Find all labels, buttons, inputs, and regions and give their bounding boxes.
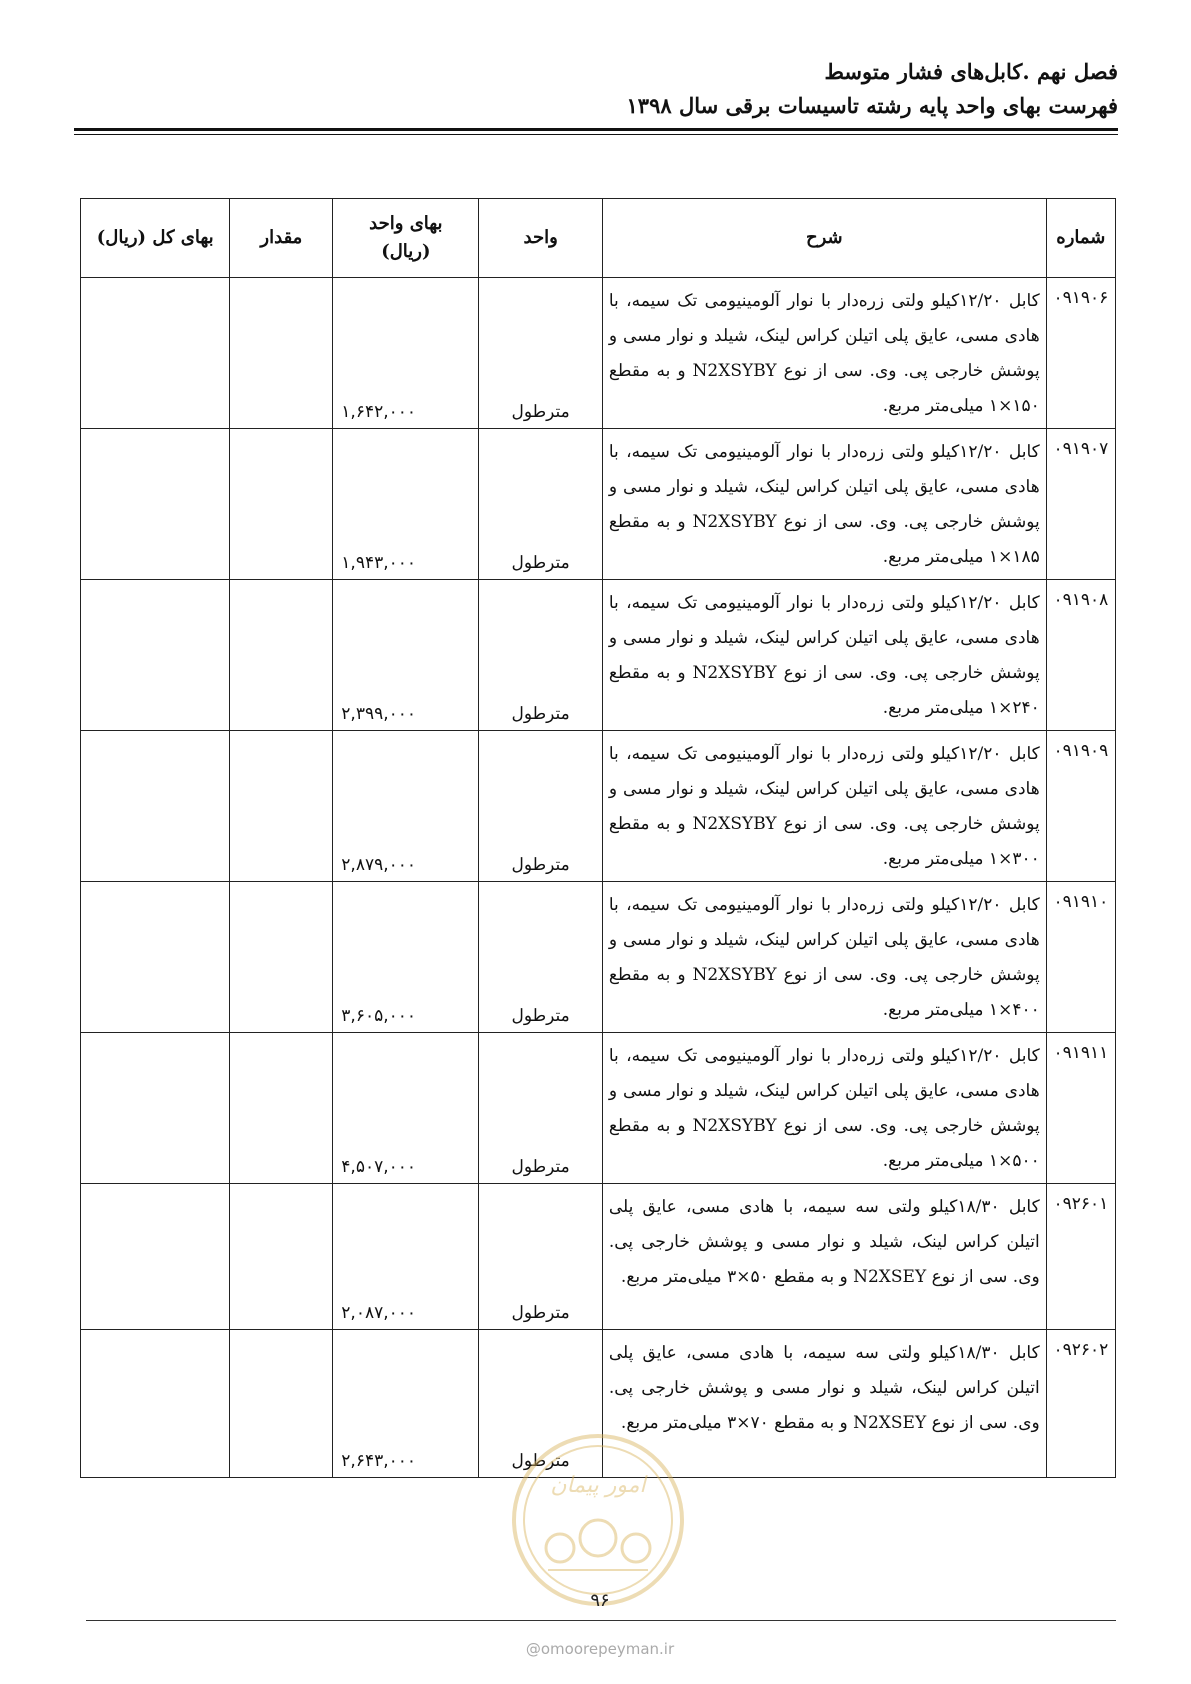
row-unit: مترطول [479,429,602,580]
col-header-quantity: مقدار [230,199,333,278]
col-header-total: بهای کل (ریال) [81,199,230,278]
row-total [81,429,230,580]
col-header-unit: واحد [479,199,602,278]
row-quantity [230,1184,333,1330]
row-total [81,278,230,429]
row-code: ۰۹۱۹۱۰ [1046,882,1115,1033]
header-rule-thin [74,134,1118,135]
col-header-code: شماره [1046,199,1115,278]
row-description: کابل ۱۲/۲۰کیلو ولتی زره‌دار با نوار آلومینیومی تک سیمه، با هادی مسی، عایق پلی اتیلن کراس لینک، شیلد و نوار مسی و پوشش خارجی پی. وی. سی از نوع N2XSYBY و به مقطع ۱۵۰×۱ میلی‌متر مربع. [602,278,1046,429]
row-total [81,731,230,882]
row-unit-price: ۲,۶۴۳,۰۰۰ [333,1330,479,1478]
row-unit: مترطول [479,1033,602,1184]
row-unit-price: ۴,۵۰۷,۰۰۰ [333,1033,479,1184]
row-code: ۰۹۲۶۰۱ [1046,1184,1115,1330]
row-quantity [230,882,333,1033]
footer-rule [86,1620,1116,1621]
document-subtitle: فهرست بهای واحد پایه رشته تاسیسات برقی سال ۱۳۹۸ [626,93,1118,118]
col-header-unit-price-label: بهای واحد [369,213,443,234]
header-rule-thick [74,128,1118,131]
table-row [81,580,1116,731]
row-quantity [230,429,333,580]
row-total [81,882,230,1033]
row-code: ۰۹۱۹۰۷ [1046,429,1115,580]
row-unit-price: ۲,۸۷۹,۰۰۰ [333,731,479,882]
col-header-unit-price [333,199,479,278]
row-code: ۰۹۱۹۰۶ [1046,278,1115,429]
row-unit: مترطول [479,882,602,1033]
table-row [81,1184,1116,1330]
row-quantity [230,731,333,882]
row-unit: مترطول [479,1184,602,1330]
row-quantity [230,1330,333,1478]
table-row [81,278,1116,429]
table-header-row [81,199,1116,278]
price-list-table [80,198,1116,1478]
row-unit: مترطول [479,278,602,429]
row-total [81,580,230,731]
row-unit-price: ۲,۰۸۷,۰۰۰ [333,1184,479,1330]
row-total [81,1033,230,1184]
chapter-title: فصل نهم .کابل‌های فشار متوسط [824,59,1118,84]
row-total [81,1184,230,1330]
row-unit-price: ۳,۶۰۵,۰۰۰ [333,882,479,1033]
row-code: ۰۹۱۹۰۹ [1046,731,1115,882]
row-unit: مترطول [479,1330,602,1478]
row-code: ۰۹۲۶۰۲ [1046,1330,1115,1478]
page-header [74,55,1118,123]
watermark-seal-icon [508,1430,688,1610]
website-watermark: @omoorepeyman.ir [525,1640,675,1658]
row-quantity [230,1033,333,1184]
table-row [81,882,1116,1033]
col-header-unit-price-currency: (ریال) [381,241,431,262]
table-row [81,1033,1116,1184]
row-description: کابل ۱۸/۳۰کیلو ولتی سه سیمه، با هادی مسی، عایق پلی اتیلن کراس لینک، شیلد و نوار مسی و پوشش خارجی پی. وی. سی از نوع N2XSEY و به مقطع ۷۰×۳ میلی‌متر مربع. [602,1330,1046,1478]
row-unit: مترطول [479,731,602,882]
row-quantity [230,278,333,429]
row-code: ۰۹۱۹۰۸ [1046,580,1115,731]
row-description: کابل ۱۲/۲۰کیلو ولتی زره‌دار با نوار آلومینیومی تک سیمه، با هادی مسی، عایق پلی اتیلن کراس لینک، شیلد و نوار مسی و پوشش خارجی پی. وی. سی از نوع N2XSYBY و به مقطع ۱۸۵×۱ میلی‌متر مربع. [602,429,1046,580]
row-description: کابل ۱۲/۲۰کیلو ولتی زره‌دار با نوار آلومینیومی تک سیمه، با هادی مسی، عایق پلی اتیلن کراس لینک، شیلد و نوار مسی و پوشش خارجی پی. وی. سی از نوع N2XSYBY و به مقطع ۵۰۰×۱ میلی‌متر مربع. [602,1033,1046,1184]
row-code: ۰۹۱۹۱۱ [1046,1033,1115,1184]
row-description: کابل ۱۸/۳۰کیلو ولتی سه سیمه، با هادی مسی، عایق پلی اتیلن کراس لینک، شیلد و نوار مسی و پوشش خارجی پی. وی. سی از نوع N2XSEY و به مقطع ۵۰×۳ میلی‌متر مربع. [602,1184,1046,1330]
page-number: ۹۶ [590,1590,610,1611]
row-unit-price: ۲,۳۹۹,۰۰۰ [333,580,479,731]
row-description: کابل ۱۲/۲۰کیلو ولتی زره‌دار با نوار آلومینیومی تک سیمه، با هادی مسی، عایق پلی اتیلن کراس لینک، شیلد و نوار مسی و پوشش خارجی پی. وی. سی از نوع N2XSYBY و به مقطع ۲۴۰×۱ میلی‌متر مربع. [602,580,1046,731]
row-unit-price: ۱,۶۴۲,۰۰۰ [333,278,479,429]
svg-text:امور پیمان: امور پیمان [550,1473,646,1498]
row-unit-price: ۱,۹۴۳,۰۰۰ [333,429,479,580]
row-description: کابل ۱۲/۲۰کیلو ولتی زره‌دار با نوار آلومینیومی تک سیمه، با هادی مسی، عایق پلی اتیلن کراس لینک، شیلد و نوار مسی و پوشش خارجی پی. وی. سی از نوع N2XSYBY و به مقطع ۴۰۰×۱ میلی‌متر مربع. [602,882,1046,1033]
row-unit: مترطول [479,580,602,731]
table-row [81,429,1116,580]
col-header-description: شرح [602,199,1046,278]
table-row [81,731,1116,882]
row-description: کابل ۱۲/۲۰کیلو ولتی زره‌دار با نوار آلومینیومی تک سیمه، با هادی مسی، عایق پلی اتیلن کراس لینک، شیلد و نوار مسی و پوشش خارجی پی. وی. سی از نوع N2XSYBY و به مقطع ۳۰۰×۱ میلی‌متر مربع. [602,731,1046,882]
row-total [81,1330,230,1478]
row-quantity [230,580,333,731]
